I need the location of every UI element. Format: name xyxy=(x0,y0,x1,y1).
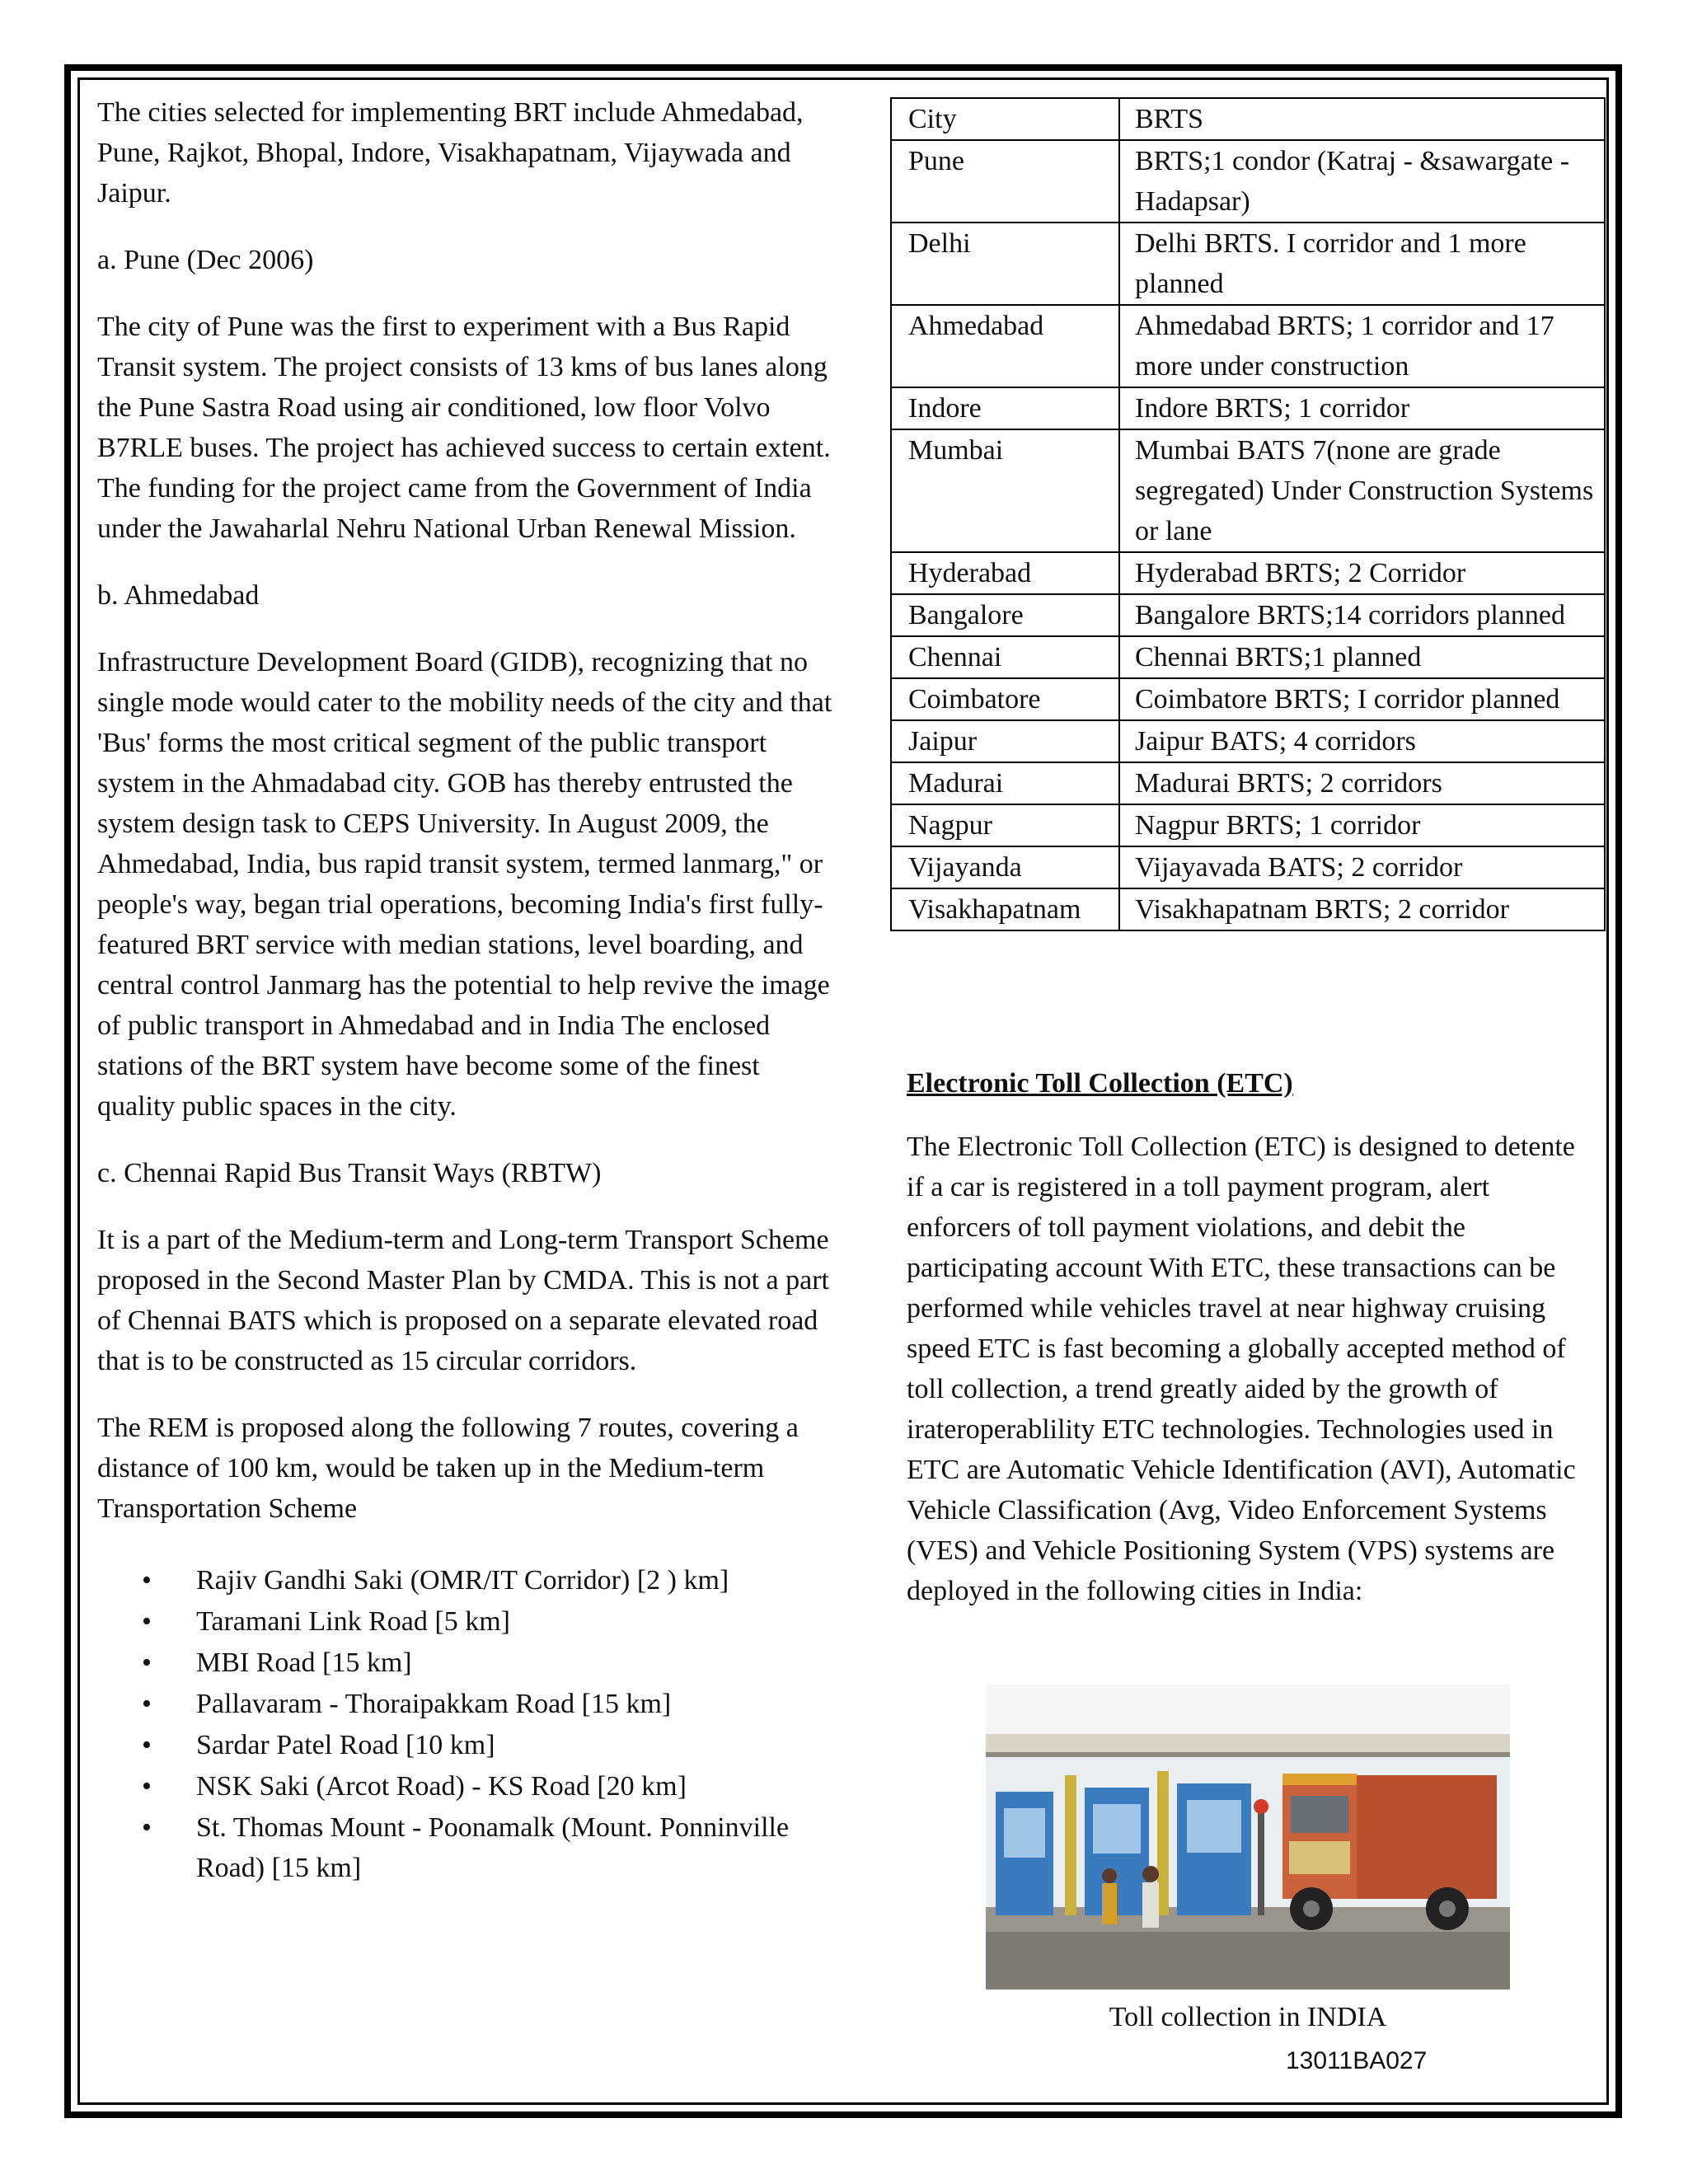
list-item: • Pallavaram - Thoraipakkam Road [15 km] xyxy=(196,1684,839,1724)
table-header-row xyxy=(891,98,1605,140)
table-cell-brts: Ahmedabad BRTS; 1 corridor and 17 more under construction xyxy=(1119,305,1605,387)
chennai-paragraph: It is a part of the Medium-term and Long-term Transport Scheme proposed in the Second Master Plan by CMDA. This is not a part of Chennai BATS which is proposed on a separate elevated road that is to be constructed as 15 circular corridors. xyxy=(97,1225,830,1376)
table-cell-city: Hyderabad xyxy=(891,552,1119,594)
list-item: • Taramani Link Road [5 km] xyxy=(196,1601,839,1642)
intro-paragraph: The cities selected for implementing BRT include Ahmedabad, Pune, Rajkot, Bhopal, Indore, Visakhapatnam, Vijaywada and Jaipur. xyxy=(97,97,804,209)
table-cell-brts: Vijayavada BATS; 2 corridor xyxy=(1119,846,1605,888)
brts-table xyxy=(890,97,1606,931)
table-row xyxy=(891,720,1605,762)
right-column xyxy=(890,97,1607,931)
table-cell-brts: Jaipur BATS; 4 corridors xyxy=(1119,720,1605,762)
list-item: • Sardar Patel Road [10 km] xyxy=(196,1725,839,1765)
table-row xyxy=(891,762,1605,804)
table-cell-city: Jaipur xyxy=(891,720,1119,762)
table-header-brts: BRTS xyxy=(1119,98,1605,140)
photo-caption: Toll collection in INDIA xyxy=(1109,2002,1387,2032)
table-row xyxy=(891,636,1605,678)
pune-heading: a. Pune (Dec 2006) xyxy=(97,245,314,275)
table-cell-city: Ahmedabad xyxy=(891,305,1119,387)
etc-section xyxy=(907,1063,1591,1611)
table-cell-brts: Coimbatore BRTS; I corridor planned xyxy=(1119,678,1605,720)
table-cell-brts: Visakhapatnam BRTS; 2 corridor xyxy=(1119,888,1605,930)
table-row xyxy=(891,305,1605,387)
table-cell-city: Nagpur xyxy=(891,804,1119,846)
table-cell-city: Chennai xyxy=(891,636,1119,678)
ahmedabad-paragraph: Infrastructure Development Board (GIDB), recognizing that no single mode would cater to the mobility needs of the city and that 'Bus' forms the most critical segment of the public transport system in the Ahmadabad city. GOB has thereby entrusted the system design task to CEPS University. In August 2009, the Ahmedabad, India, bus rapid transit system, termed lanmarg," or people's way, began trial operations, becoming India's first fully-featured BRT service with median stations, level boarding, and central control Janmarg has the potential to help revive the image of public transport in Ahmedabad and in India The enclosed stations of the BRT system have become some of the finest quality public spaces in the city. xyxy=(97,647,832,1122)
table-cell-city: Vijayanda xyxy=(891,846,1119,888)
etc-heading: Electronic Toll Collection (ETC) xyxy=(907,1068,1293,1099)
table-row xyxy=(891,552,1605,594)
table-row xyxy=(891,888,1605,930)
table-cell-brts: Mumbai BATS 7(none are grade segregated) Under Construction Systems or lane xyxy=(1119,429,1605,552)
etc-paragraph: The Electronic Toll Collection (ETC) is designed to detente if a car is registered in a toll payment program, alert enforcers of toll payment violations, and debit the participating account With ETC, these transactions can be performed while vehicles travel at near highway cruising speed ETC is fast becoming a globally accepted method of toll collection, a trend greatly aided by the growth of irateroperablility ETC technologies. Technologies used in ETC are Automatic Vehicle Identification (AVI), Automatic Vehicle Classification (Avg, Video Enforcement Systems (VES) and Vehicle Positioning System (VPS) systems are deployed in the following cities in India: xyxy=(907,1132,1576,1606)
table-row xyxy=(891,387,1605,429)
table-cell-city: Coimbatore xyxy=(891,678,1119,720)
table-row xyxy=(891,846,1605,888)
chennai-heading: c. Chennai Rapid Bus Transit Ways (RBTW) xyxy=(97,1158,602,1188)
table-cell-brts: Indore BRTS; 1 corridor xyxy=(1119,387,1605,429)
table-row xyxy=(891,804,1605,846)
list-item: • St. Thomas Mount - Poonamalk (Mount. Ponninville Road) [15 km] xyxy=(196,1807,839,1888)
table-header-city: City xyxy=(891,98,1119,140)
table-row xyxy=(891,140,1605,223)
rem-paragraph: The REM is proposed along the following 7 routes, covering a distance of 100 km, would be taken up in the Medium-term Transportation Scheme xyxy=(97,1413,799,1524)
toll-collection-photo xyxy=(986,1685,1510,1990)
table-cell-brts: Chennai BRTS;1 planned xyxy=(1119,636,1605,678)
table-row xyxy=(891,678,1605,720)
table-cell-brts: Hyderabad BRTS; 2 Corridor xyxy=(1119,552,1605,594)
table-cell-city: Mumbai xyxy=(891,429,1119,552)
table-cell-brts: Nagpur BRTS; 1 corridor xyxy=(1119,804,1605,846)
table-cell-city: Delhi xyxy=(891,223,1119,305)
table-cell-brts: BRTS;1 condor (Katraj - &sawargate - Hadapsar) xyxy=(1119,140,1605,223)
table-cell-city: Madurai xyxy=(891,762,1119,804)
table-cell-city: Indore xyxy=(891,387,1119,429)
list-item: • NSK Saki (Arcot Road) - KS Road [20 km] xyxy=(196,1766,839,1807)
list-item: • Rajiv Gandhi Saki (OMR/IT Corridor) [2 ) km] xyxy=(196,1560,839,1601)
left-column xyxy=(97,92,839,1889)
toll-photo-illustration xyxy=(986,1685,1510,1990)
table-row xyxy=(891,429,1605,552)
table-cell-brts: Bangalore BRTS;14 corridors planned xyxy=(1119,594,1605,636)
list-item: • MBI Road [15 km] xyxy=(196,1643,839,1683)
table-row xyxy=(891,223,1605,305)
pune-paragraph: The city of Pune was the first to experiment with a Bus Rapid Transit system. The project consists of 13 kms of bus lanes along the Pune Sastra Road using air conditioned, low floor Volvo B7RLE buses. The project has achieved success to certain extent. The funding for the project came from the Government of India under the Jawaharlal Nehru National Urban Renewal Mission. xyxy=(97,312,831,544)
ahmedabad-heading: b. Ahmedabad xyxy=(97,580,260,611)
table-cell-brts: Madurai BRTS; 2 corridors xyxy=(1119,762,1605,804)
table-cell-brts: Delhi BRTS. I corridor and 1 more planned xyxy=(1119,223,1605,305)
table-cell-city: Bangalore xyxy=(891,594,1119,636)
table-row xyxy=(891,594,1605,636)
table-cell-city: Pune xyxy=(891,140,1119,223)
routes-list xyxy=(97,1560,839,1888)
document-id: 13011BA027 xyxy=(1286,2047,1428,2074)
table-cell-city: Visakhapatnam xyxy=(891,888,1119,930)
